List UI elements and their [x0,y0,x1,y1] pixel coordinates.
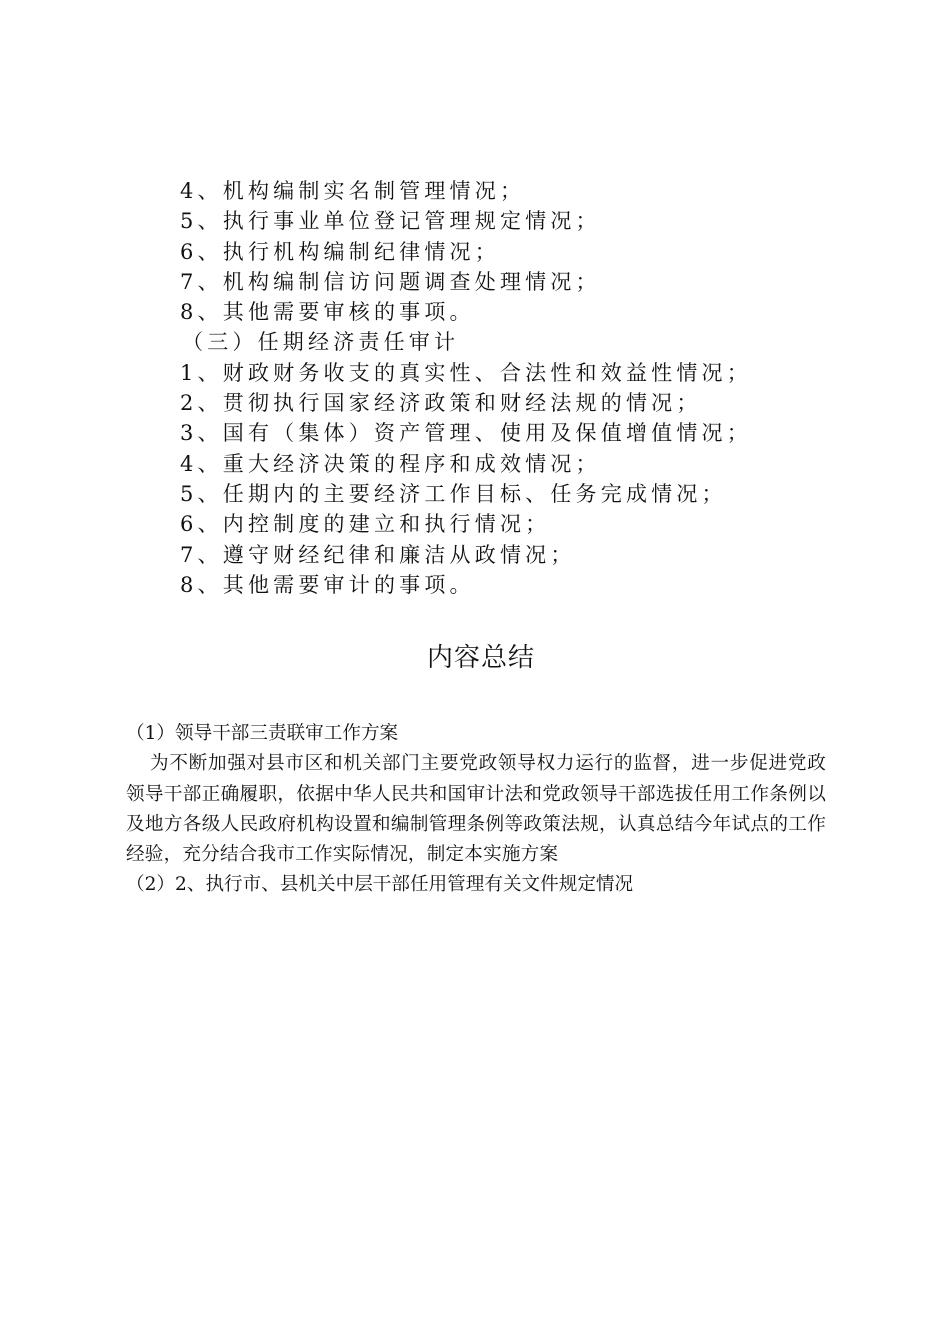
summary-title: 内容总结 [426,643,535,673]
list-item: 5、执行事业单位登记管理规定情况； [180,209,601,234]
list-item: 4、机构编制实名制管理情况； [180,179,526,203]
summary-item-1-body: 为不断加强对县市区和机关部门主要党政领导权力运行的监督，进一步促进党政领导干部正确履职，依据中华人民共和国审计法和党政领导干部选拔任用工作条例以及地方各级人民政府机构设置和编制管理条例等政策法规，认真总结今年试点的工作经验，充分结合我市工作实际情况，制定本实施方案 [126,753,826,866]
section-heading: （三）任期经济责任审计 [182,330,460,355]
list-item: 2、贯彻执行国家经济政策和财经法规的情况； [180,391,702,416]
list-item: 1、财政财务收支的真实性、合法性和效益性情况； [180,360,752,385]
summary-body [126,719,826,901]
list-item: 7、遵守财经纪律和廉洁从政情况； [180,542,576,567]
list-item: 5、任期内的主要经济工作目标、任务完成情况； [180,481,727,506]
list-item: 6、内控制度的建立和执行情况； [180,512,551,537]
summary-item-1-heading: （1）领导干部三责联审工作方案 [126,723,399,744]
list-item: 8、其他需要审核的事项。 [180,300,475,325]
audit-item-list [180,176,900,600]
list-item: 3、国有（集体）资产管理、使用及保值增值情况； [180,421,752,446]
summary-item-2: （2）2、执行市、县机关中层干部任用管理有关文件规定情况 [126,874,634,896]
list-item: 8、其他需要审计的事项。 [180,572,475,597]
list-item: 6、执行机构编制纪律情况； [180,239,500,264]
list-item: 4、重大经济决策的程序和成效情况； [180,451,601,476]
list-item: 7、机构编制信访问题调查处理情况； [180,269,601,294]
